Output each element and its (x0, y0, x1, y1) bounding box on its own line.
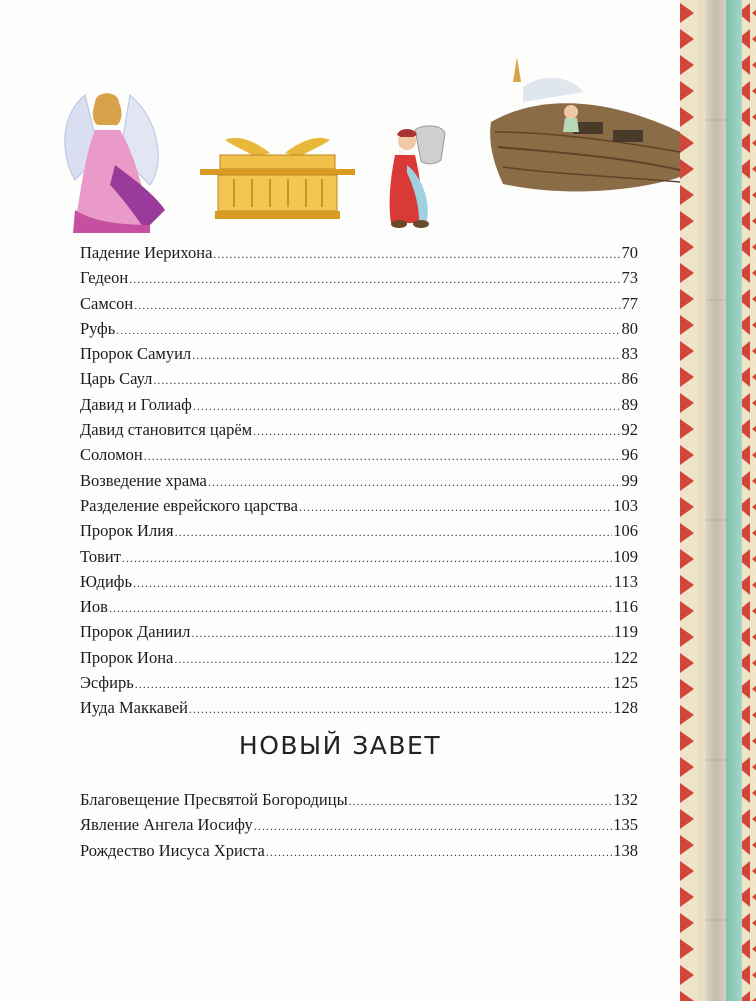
toc-entry[interactable] (80, 619, 638, 644)
toc-entry-title: Пророк Илия (80, 521, 174, 541)
toc-entry[interactable] (80, 787, 638, 812)
toc-entry-title: Разделение еврейского царства (80, 495, 298, 515)
toc-entry-page: 77 (621, 293, 638, 313)
leader-dots (175, 520, 613, 545)
toc-entry[interactable] (80, 392, 638, 417)
toc-new-testament (80, 787, 638, 863)
toc-entry[interactable] (80, 493, 638, 518)
leader-dots (109, 596, 613, 621)
toc-entry-title: Падение Иерихона (80, 243, 213, 262)
toc-entry-title: Царь Саул (80, 369, 153, 389)
leader-dots (135, 672, 613, 697)
toc-entry-page: 113 (613, 571, 638, 591)
toc-entry-page: 125 (613, 673, 638, 693)
toc-entry-title: Благовещение Пресвятой Богородицы (80, 790, 348, 809)
toc-entry-page: 138 (613, 840, 638, 860)
toc-entry-page: 86 (621, 369, 638, 389)
toc-entry-title: Явление Ангела Иосифу (80, 815, 253, 835)
toc-entry-page: 128 (613, 698, 638, 718)
leader-dots (349, 789, 613, 814)
toc-entry[interactable] (80, 594, 638, 619)
toc-entry-page: 83 (621, 344, 638, 364)
toc-entry[interactable] (80, 417, 638, 442)
toc-entry-page: 96 (621, 445, 638, 465)
toc-entry-title: Пророк Самуил (80, 344, 192, 364)
toc-entry-title: Иов (80, 597, 108, 617)
leader-dots (299, 495, 612, 520)
toc-entry-page: 89 (621, 394, 638, 414)
toc-entry-title: Давид становится царём (80, 420, 253, 440)
leader-dots (213, 242, 620, 267)
section-heading-new-testament: НОВЫЙ ЗАВЕТ (238, 731, 442, 760)
toc-entry-page: 132 (613, 790, 638, 809)
toc-entry[interactable] (80, 442, 638, 467)
toc-entry-page: 92 (621, 420, 638, 440)
decorative-border (680, 0, 756, 1001)
toc-entry-title: Соломон (80, 445, 143, 465)
toc-entry-page: 116 (613, 597, 638, 617)
toc-entry[interactable] (80, 812, 638, 837)
toc-entry-page: 70 (621, 243, 638, 262)
toc-entry-page: 73 (621, 268, 638, 288)
toc-entry[interactable] (80, 645, 638, 670)
leader-dots (191, 621, 612, 646)
toc-entry-page: 109 (613, 546, 638, 566)
toc-entry[interactable] (80, 518, 638, 543)
noahs-ark-illustration (483, 52, 680, 232)
toc-entry-page: 119 (613, 622, 638, 642)
leader-dots (122, 546, 612, 571)
toc-entry-title: Товит (80, 546, 121, 566)
leader-dots (253, 419, 620, 444)
angel-illustration (55, 85, 170, 235)
toc-entry-page: 135 (613, 815, 638, 835)
leader-dots (116, 318, 620, 343)
toc-entry-title: Иуда Маккавей (80, 698, 188, 718)
toc-entry[interactable] (80, 544, 638, 569)
leader-dots (129, 267, 620, 292)
toc-entry[interactable] (80, 695, 638, 720)
leader-dots (208, 470, 621, 495)
leader-dots (189, 697, 612, 722)
toc-entry-title: Рождество Иисуса Христа (80, 840, 265, 860)
toc-entry[interactable] (80, 468, 638, 493)
leader-dots (174, 647, 612, 672)
ark-of-covenant-illustration (200, 135, 355, 223)
leader-dots (192, 343, 620, 368)
toc-entry[interactable] (80, 291, 638, 316)
toc-entry[interactable] (80, 240, 638, 265)
toc-entry-title: Руфь (80, 318, 116, 338)
toc-entry-page: 80 (621, 318, 638, 338)
toc-entry-page: 99 (621, 470, 638, 490)
leader-dots (134, 293, 620, 318)
toc-old-testament (80, 240, 638, 721)
leader-dots (153, 368, 620, 393)
toc-entry[interactable] (80, 265, 638, 290)
leader-dots (254, 814, 612, 839)
toc-entry-page: 122 (613, 647, 638, 667)
leader-dots (144, 444, 621, 469)
leader-dots (133, 571, 613, 596)
toc-entry-title: Гедеон (80, 268, 129, 288)
toc-entry-title: Самсон (80, 293, 134, 313)
illustration-strip (0, 40, 680, 210)
toc-entry[interactable] (80, 366, 638, 391)
toc-entry-title: Юдифь (80, 571, 132, 591)
toc-entry[interactable] (80, 670, 638, 695)
prophet-with-tablets-illustration (385, 125, 450, 230)
toc-entry-title: Пророк Иона (80, 647, 174, 667)
toc-entry[interactable] (80, 316, 638, 341)
toc-entry[interactable] (80, 838, 638, 863)
toc-entry-page: 103 (613, 495, 638, 515)
toc-entry-title: Возведение храма (80, 470, 207, 490)
toc-entry-title: Пророк Даниил (80, 622, 191, 642)
leader-dots (193, 394, 621, 419)
toc-entry-page: 106 (613, 521, 638, 541)
toc-entry-title: Эсфирь (80, 673, 134, 693)
toc-entry-title: Давид и Голиаф (80, 394, 192, 414)
toc-entry[interactable] (80, 569, 638, 594)
toc-entry[interactable] (80, 341, 638, 366)
leader-dots (266, 840, 612, 865)
